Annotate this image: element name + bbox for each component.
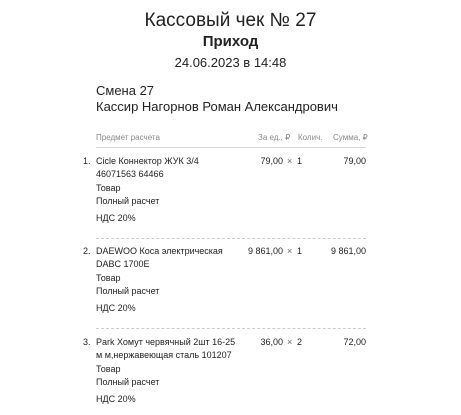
item-payment: Полный расчет bbox=[96, 377, 160, 387]
receipt-item bbox=[83, 245, 366, 325]
item-divider bbox=[96, 238, 366, 239]
receipt-type: Приход bbox=[202, 33, 259, 50]
item-price: 36,00 bbox=[260, 337, 283, 347]
receipt-item bbox=[83, 336, 366, 415]
item-kind: Товар bbox=[96, 364, 121, 374]
header-qty: Колич. bbox=[298, 133, 323, 142]
item-number: 3. bbox=[83, 337, 91, 347]
item-name: Cicle Коннектор ЖУК 3/4 46071563 64466 bbox=[96, 156, 199, 179]
item-name: Park Хомут червячный 2шт 16-25 м м,нержавеющая сталь 101207 bbox=[96, 337, 236, 360]
item-name: DAEWOO Коса электрическая DABC 1700E bbox=[96, 246, 223, 269]
item-qty: 1 bbox=[297, 156, 303, 166]
header-price: За ед., ₽ bbox=[258, 133, 291, 142]
item-price: 9 861,00 bbox=[247, 246, 283, 256]
times-sign: × bbox=[287, 156, 293, 166]
item-qty: 2 bbox=[297, 337, 303, 347]
item-vat: НДС 20% bbox=[96, 303, 136, 313]
header-divider bbox=[96, 147, 366, 148]
item-number: 1. bbox=[83, 156, 91, 166]
item-price: 79,00 bbox=[260, 156, 283, 166]
cashier-label: Кассир Нагорнов Роман Александрович bbox=[96, 99, 338, 114]
item-payment: Полный расчет bbox=[96, 286, 160, 296]
times-sign: × bbox=[287, 246, 293, 256]
header-sum: Сумма, ₽ bbox=[333, 133, 368, 142]
item-kind: Товар bbox=[96, 183, 121, 193]
receipt-datetime: 24.06.2023 в 14:48 bbox=[174, 55, 287, 70]
receipt-title: Кассовый чек № 27 bbox=[144, 10, 317, 31]
item-vat: НДС 20% bbox=[96, 394, 136, 404]
item-sum: 79,00 bbox=[343, 156, 366, 166]
item-payment: Полный расчет bbox=[96, 196, 160, 206]
item-kind: Товар bbox=[96, 273, 121, 283]
item-sum: 72,00 bbox=[343, 337, 366, 347]
shift-label: Смена 27 bbox=[96, 83, 155, 98]
item-qty: 1 bbox=[297, 246, 303, 256]
receipt-item bbox=[83, 155, 366, 235]
header-item: Предмет расчета bbox=[96, 133, 160, 142]
item-vat: НДС 20% bbox=[96, 213, 136, 223]
item-number: 2. bbox=[83, 246, 91, 256]
times-sign: × bbox=[287, 337, 293, 347]
item-divider bbox=[96, 328, 366, 329]
item-sum: 9 861,00 bbox=[330, 246, 366, 256]
